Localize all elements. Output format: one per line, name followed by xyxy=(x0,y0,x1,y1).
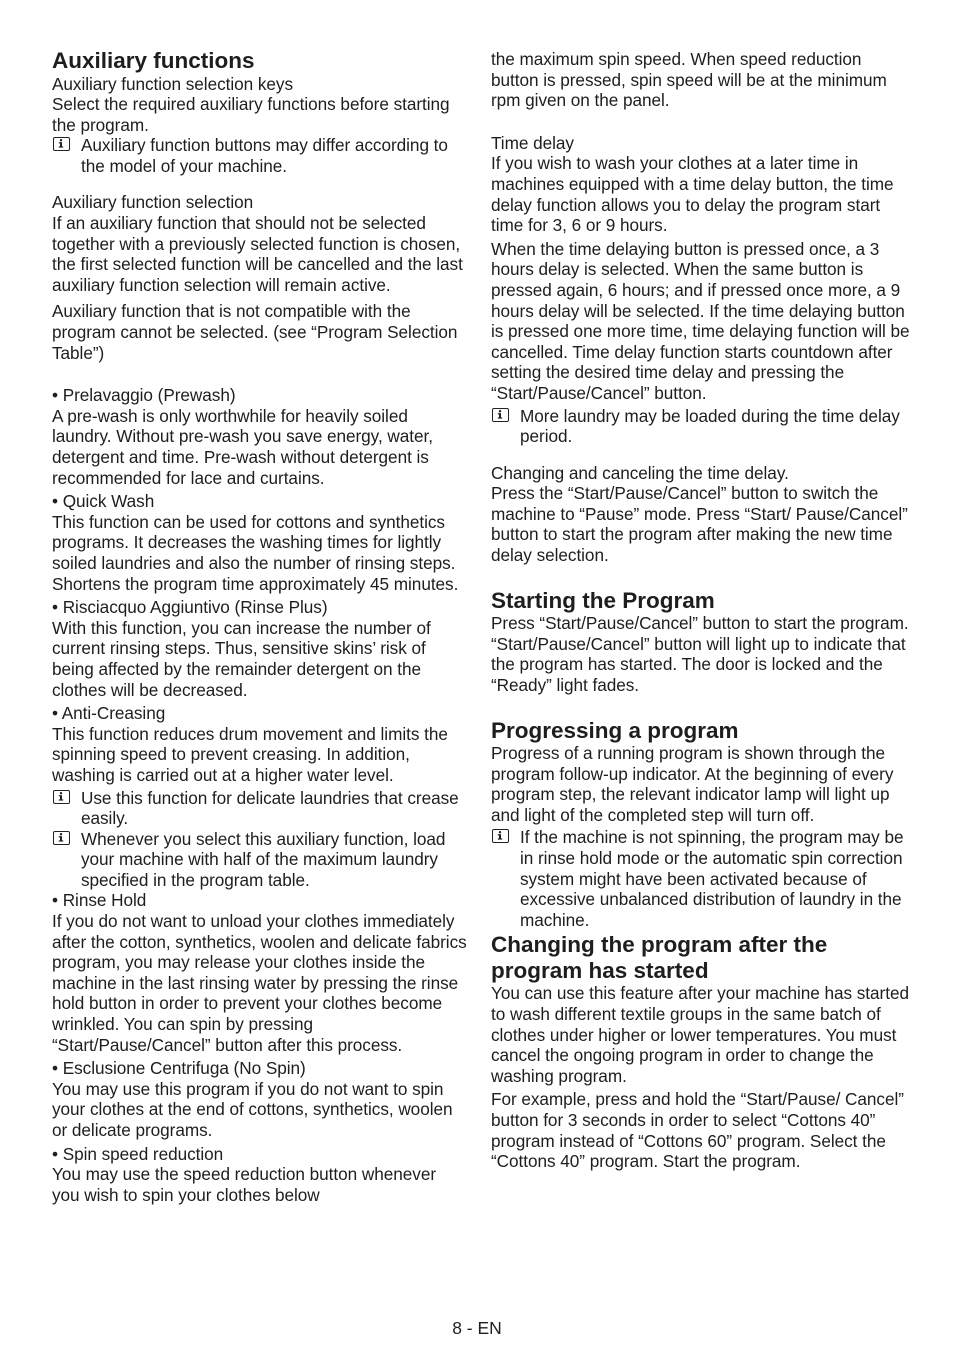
note-text: If the machine is not spinning, the program may be in rinse hold mode or the automatic spin correction system might have been activated because of excessive unbalanced distribution of laundry in the machine. xyxy=(520,827,904,930)
note-text: Whenever you select this auxiliary function, load your machine with half of the maximum laundry specified in the program table. xyxy=(81,828,446,890)
section-title-progressing-program: Progressing a program xyxy=(491,717,739,743)
section-title-starting-program: Starting the Program xyxy=(491,587,715,613)
heading-changing-time-delay: Changing and canceling the time delay. xyxy=(491,462,789,483)
paragraph: You may use the speed reduction button whenever you wish to spin your clothes below xyxy=(52,1164,436,1205)
paragraph: For example, press and hold the “Start/Pause/ Cancel” button for 3 seconds in order to select “Cottons 40” program instead of “Cottons 60” program. Select the “Cottons 40” program. Start the program. xyxy=(491,1089,904,1172)
note-text: Use this function for delicate laundries that crease easily. xyxy=(81,787,459,829)
paragraph: When the time delaying button is pressed once, a 3 hours delay is selected. When the same button is pressed again, 6 hours; and if pressed once more, a 9 hours delay will be selected. If the time delaying button is pressed one more time, time delaying function will be cancelled. Time delay function starts countdown after setting the desired time delay and pressing the “Start/Pause/Cancel” button. xyxy=(491,238,910,403)
info-note xyxy=(52,788,468,829)
paragraph: Progress of a running program is shown through the program follow-up indicator. At the beginning of every program step, the relevant indicator lamp will light up and light of the completed step will turn off. xyxy=(491,743,894,825)
paragraph: If an auxiliary function that should not be selected together with a previously selected function is chosen, the first selected function will be cancelled and the last auxiliary function selection will remain active. xyxy=(52,213,463,295)
note-text: More laundry may be loaded during the time delay period. xyxy=(520,405,900,447)
info-icon xyxy=(492,829,509,843)
note-text: Auxiliary function buttons may differ according to the model of your machine. xyxy=(81,135,448,176)
info-note xyxy=(52,829,468,891)
section-title-changing-program: Changing the program after the program has started xyxy=(491,932,828,983)
info-note xyxy=(491,406,911,447)
paragraph: You can use this feature after your machine has started to wash different textile groups in the same batch of clothes under higher or lower temperatures. You must cancel the ongoing program in order to change the washing program. xyxy=(491,983,909,1086)
paragraph: A pre-wash is only worthwhile for heavily soiled laundry. Without pre-wash you save energy, water, detergent and time. Pre-wash without detergent is recommended for lace and curtains. xyxy=(52,405,433,488)
heading-selection-keys: Auxiliary function selection keys xyxy=(52,73,293,94)
heading-time-delay: Time delay xyxy=(491,132,574,153)
info-icon xyxy=(53,831,70,845)
info-note xyxy=(491,827,911,930)
heading-rinse-plus: • Risciacquo Aggiuntivo (Rinse Plus) xyxy=(52,597,328,618)
paragraph: If you wish to wash your clothes at a later time in machines equipped with a time delay button, the time delay function allows you to delay the program start time for 3, 6 or 9 hours. xyxy=(491,153,894,236)
paragraph: Select the required auxiliary functions before starting the program. xyxy=(52,94,450,135)
page-number: 8 - EN xyxy=(452,1318,502,1338)
section-title-auxiliary-functions: Auxiliary functions xyxy=(52,48,255,73)
heading-no-spin: • Esclusione Centrifuga (No Spin) xyxy=(52,1058,306,1079)
paragraph: If you do not want to unload your clothes immediately after the cotton, synthetics, woolen and delicate fabrics program, you may release your clothes inside the machine in the last rinsing water by pressing the rinse hold button in order to prevent your clothes become wrinkled. You can spin by pressing “Start/Pause/Cancel” button after this process. xyxy=(52,911,467,1055)
paragraph: Auxiliary function that is not compatible with the program cannot be selected. (see “Program Selection Table”) xyxy=(52,301,458,363)
paragraph: You may use this program if you do not want to spin your clothes at the end of cottons, synthetics, woolen or delicate programs. xyxy=(52,1078,453,1140)
right-column xyxy=(491,49,911,1172)
paragraph: With this function, you can increase the number of current rinsing steps. Thus, sensitive skins’ risk of being affected by the remainder detergent on the clothes will be decreased. xyxy=(52,617,431,700)
heading-prewash: • Prelavaggio (Prewash) xyxy=(52,385,236,406)
heading-spin-speed-reduction: • Spin speed reduction xyxy=(52,1143,224,1164)
info-icon xyxy=(492,408,509,422)
info-icon xyxy=(53,137,70,151)
paragraph: the maximum spin speed. When speed reduction button is pressed, spin speed will be at the minimum rpm given on the panel. xyxy=(491,49,887,111)
info-note xyxy=(52,135,468,176)
heading-quick-wash: • Quick Wash xyxy=(52,491,155,512)
paragraph: Press “Start/Pause/Cancel” button to start the program. “Start/Pause/Cancel” button will light up to indicate that the program has started. The door is locked and the “Ready” light fades. xyxy=(491,613,909,695)
heading-rinse-hold: • Rinse Hold xyxy=(52,890,147,911)
heading-function-selection: Auxiliary function selection xyxy=(52,192,254,213)
info-icon xyxy=(53,790,70,804)
paragraph: Press the “Start/Pause/Cancel” button to switch the machine to “Pause” mode. Press “Start/ Pause/Cancel” button to start the program after making the new time delay selection. xyxy=(491,483,908,566)
paragraph: This function reduces drum movement and limits the spinning speed to prevent creasing. In addition, washing is carried out at a higher water level. xyxy=(52,723,448,785)
left-column xyxy=(52,48,468,1205)
heading-anti-creasing: • Anti-Creasing xyxy=(52,703,166,724)
paragraph: This function can be used for cottons and synthetics programs. It decreases the washing times for lightly soiled laundries and also the number of rinsing steps. Shortens the program time approximately 45 minutes. xyxy=(52,511,459,594)
